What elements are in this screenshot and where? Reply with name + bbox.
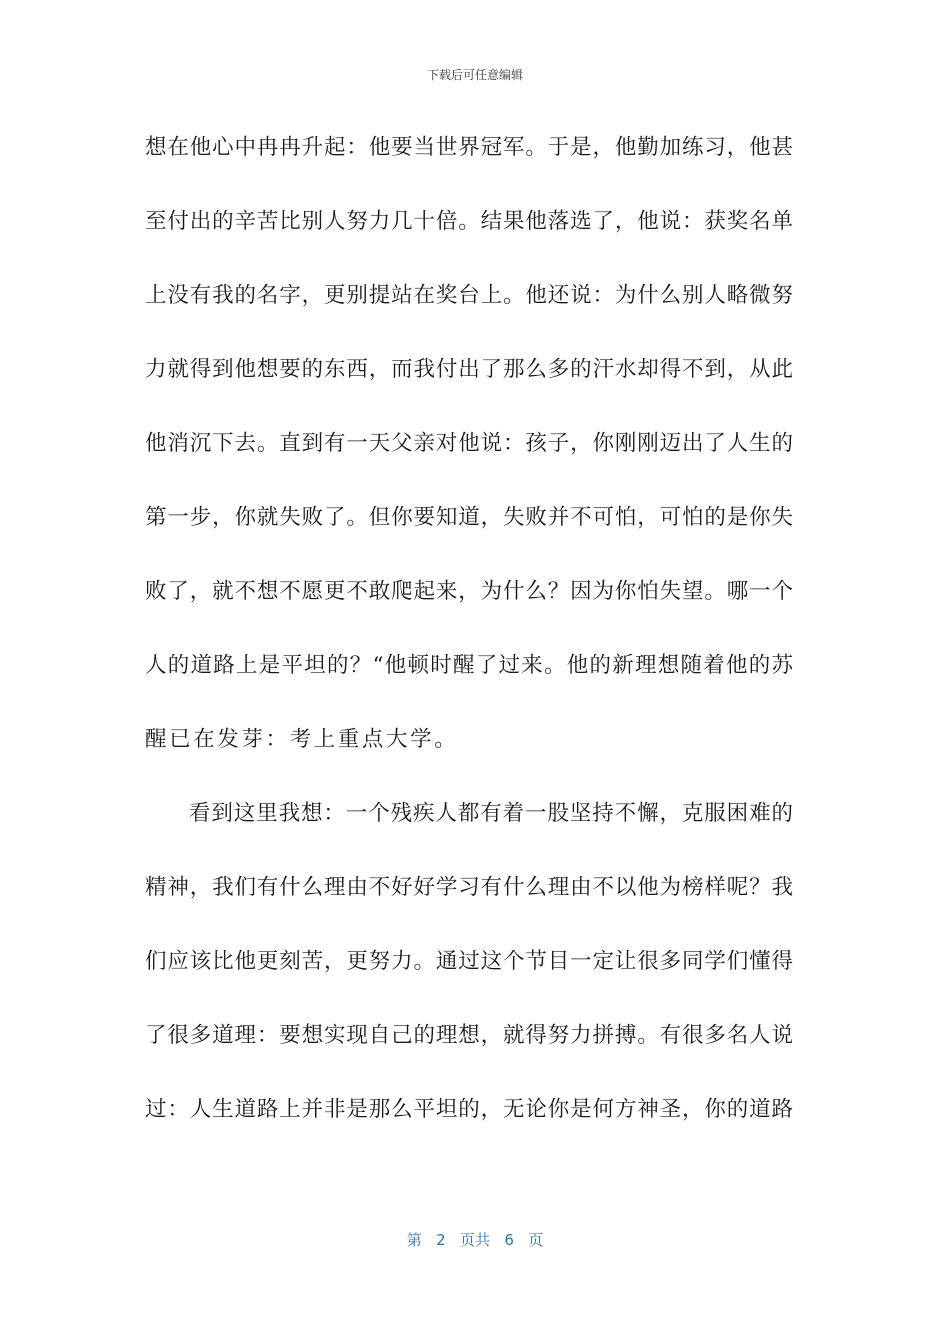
page-label-mid: 页共 [459, 1231, 490, 1249]
page-footer [0, 1229, 950, 1250]
text-line: 力就得到他想要的东西，而我付出了那么多的汗水却得不到，从此 [145, 357, 793, 382]
text-line: 败了，就不想不愿更不敢爬起来，为什么？因为你怕失望。哪一个 [145, 579, 793, 604]
page-header: 下载后可任意编辑 [426, 68, 523, 82]
page-label-suffix: 页 [528, 1231, 544, 1249]
text-line: 们应该比他更刻苦，更努力。通过这个节目一定让很多同学们懂得 [145, 949, 793, 974]
total-pages-number: 6 [504, 1231, 514, 1249]
text-line: 精神，我们有什么理由不好好学习有什么理由不以他为榜样呢？我 [145, 875, 793, 900]
page-label-prefix: 第 [406, 1231, 422, 1249]
text-line: 看到这里我想：一个残疾人都有着一股坚持不懈，克服困难的 [189, 801, 793, 826]
paragraph-1 [145, 111, 793, 777]
paragraph-2 [145, 777, 793, 1147]
current-page-number: 2 [436, 1231, 446, 1249]
text-line: 想在他心中冉冉升起：他要当世界冠军。于是，他勤加练习，他甚 [145, 135, 793, 160]
text-line: 醒已在发芽：考上重点大学。 [145, 727, 459, 752]
text-line: 他消沉下去。直到有一天父亲对他说：孩子，你刚刚迈出了人生的 [145, 431, 793, 456]
text-line: 过：人生道路上并非是那么平坦的，无论你是何方神圣，你的道路 [145, 1097, 793, 1122]
text-line: 至付出的辛苦比别人努力几十倍。结果他落选了，他说：获奖名单 [145, 209, 793, 234]
text-line: 第一步，你就失败了。但你要知道，失败并不可怕，可怕的是你失 [145, 505, 793, 530]
text-line: 上没有我的名字，更别提站在奖台上。他还说：为什么别人略微努 [145, 283, 793, 308]
text-line: 人的道路上是平坦的？“他顿时醒了过来。他的新理想随着他的苏 [145, 653, 793, 678]
text-line: 了很多道理：要想实现自己的理想，就得努力拼搏。有很多名人说 [145, 1023, 793, 1048]
document-body [145, 111, 793, 1147]
